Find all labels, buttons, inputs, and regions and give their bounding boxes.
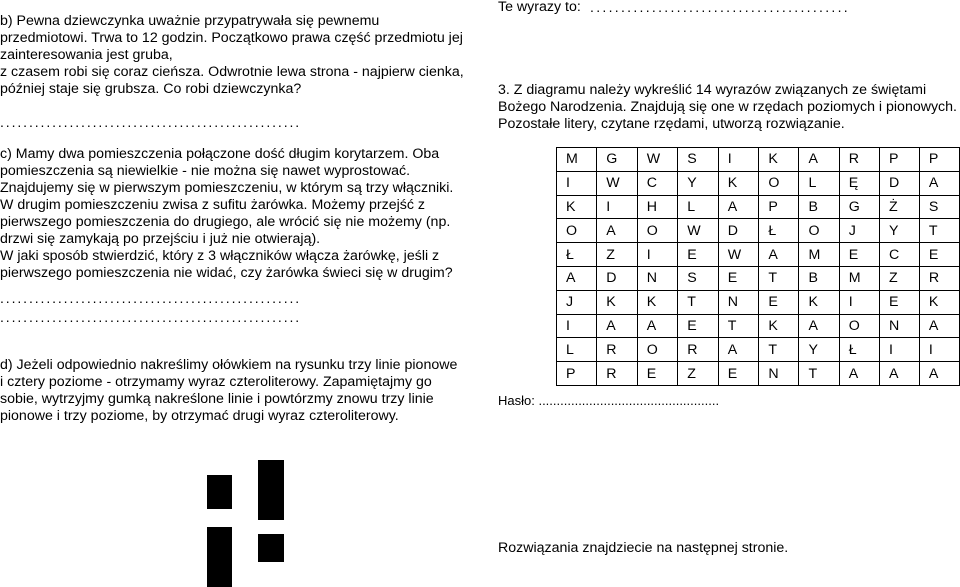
grid-cell: Y — [799, 338, 839, 362]
grid-cell: T — [759, 338, 799, 362]
grid-cell: A — [597, 219, 638, 243]
grid-row — [557, 219, 960, 243]
grid-cell: I — [637, 243, 678, 267]
task-c-line-1: c) Mamy dwa pomieszczenia połączone dość długim korytarzem. Oba — [0, 146, 440, 162]
task-b-line-1: b) Pewna dziewczynka uważnie przypatrywała się pewnemu — [0, 13, 380, 29]
grid-cell: I — [879, 338, 919, 362]
grid-cell: K — [637, 290, 678, 314]
task-c-line-7: W jaki sposób stwierdzić, który z 3 włączników włącza żarówkę, jeśli z — [0, 248, 440, 264]
grid-cell: B — [799, 266, 839, 290]
grid-cell: Z — [597, 243, 638, 267]
grid-cell: I — [718, 148, 759, 172]
task-d-line-1: d) Jeżeli odpowiednio nakreślimy ołówkiem na rysunku trzy linie pionowe — [0, 357, 458, 373]
grid-cell: K — [718, 171, 759, 195]
grid-cell: Ł — [557, 243, 597, 267]
te-wyrazy-answer-line: .......................................... — [590, 0, 850, 15]
grid-cell: Y — [879, 219, 919, 243]
grid-cell: A — [799, 314, 839, 338]
grid-cell: A — [637, 314, 678, 338]
task-c-answer-line-1: .................................................... — [0, 290, 302, 306]
grid-cell: R — [839, 148, 879, 172]
task-c-line-5: pierwszego pomieszczenia do drugiego, ale wrócić się nie możemy (np. — [0, 214, 451, 230]
footer-note: Rozwiązania znajdziecie na następnej stronie. — [498, 540, 789, 556]
grid-cell: I — [557, 171, 597, 195]
grid-cell: N — [637, 266, 678, 290]
task-b-line-2: przedmiotowi. Trwa to 12 godzin. Początkowo prawa część przedmiotu jej — [0, 30, 463, 46]
grid-cell: R — [678, 338, 719, 362]
grid-cell: P — [557, 362, 597, 386]
puzzle-block-top-right — [258, 460, 284, 520]
grid-cell: N — [879, 314, 919, 338]
grid-cell: T — [678, 290, 719, 314]
task-d-line-4: pionowe i trzy poziome, by otrzymać drugi wyraz czteroliterowy. — [0, 408, 399, 424]
grid-row — [557, 314, 960, 338]
grid-cell: T — [919, 219, 959, 243]
grid-cell: O — [759, 171, 799, 195]
grid-cell: W — [678, 219, 719, 243]
grid-cell: Ł — [839, 338, 879, 362]
grid-cell: L — [557, 338, 597, 362]
grid-cell: G — [839, 195, 879, 219]
grid-cell: N — [718, 290, 759, 314]
grid-cell: S — [919, 195, 959, 219]
grid-cell: E — [919, 243, 959, 267]
grid-cell: N — [759, 362, 799, 386]
grid-cell: H — [637, 195, 678, 219]
grid-cell: Ę — [839, 171, 879, 195]
task-c-answer-line-2: .................................................... — [0, 309, 302, 325]
grid-cell: M — [799, 243, 839, 267]
te-wyrazy-label: Te wyrazy to: — [498, 0, 581, 15]
grid-cell: E — [879, 290, 919, 314]
grid-cell: C — [637, 171, 678, 195]
grid-cell: Ł — [759, 219, 799, 243]
grid-cell: E — [839, 243, 879, 267]
task-b-answer-line: .................................................... — [0, 114, 302, 130]
grid-cell: O — [799, 219, 839, 243]
grid-row — [557, 243, 960, 267]
grid-cell: Z — [678, 362, 719, 386]
puzzle-block-top-left — [207, 475, 232, 509]
grid-cell: Ż — [879, 195, 919, 219]
grid-cell: Y — [678, 171, 719, 195]
puzzle-block-right-small — [258, 534, 284, 562]
task-c-line-4: W drugim pomieszczeniu zwisa z sufitu żarówka. Możemy przejść z — [0, 197, 425, 213]
grid-cell: I — [557, 314, 597, 338]
task-c-line-8: pierwszego pomieszczenia nie widać, czy żarówka świeci się w drugim? — [0, 265, 453, 281]
word-search-grid — [556, 147, 960, 386]
task-c-line-6: drzwi się zamykają po przejściu i już nie otwierają). — [0, 231, 321, 247]
grid-cell: K — [557, 195, 597, 219]
grid-row — [557, 148, 960, 172]
grid-cell: K — [759, 148, 799, 172]
grid-cell: S — [678, 148, 719, 172]
grid-cell: L — [799, 171, 839, 195]
grid-cell: P — [919, 148, 959, 172]
grid-cell: I — [597, 195, 638, 219]
grid-cell: L — [678, 195, 719, 219]
grid-cell: A — [557, 266, 597, 290]
grid-cell: Z — [879, 266, 919, 290]
grid-row — [557, 171, 960, 195]
grid-cell: T — [718, 314, 759, 338]
grid-cell: D — [879, 171, 919, 195]
grid-cell: M — [557, 148, 597, 172]
grid-cell: T — [799, 362, 839, 386]
grid-cell: E — [678, 243, 719, 267]
grid-cell: E — [718, 362, 759, 386]
task-b-line-3: zainteresowania jest gruba, — [0, 47, 173, 63]
grid-cell: R — [597, 362, 638, 386]
task-c-line-2: pomieszczenia są niewielkie - nie można się nawet wyprostować. — [0, 163, 411, 179]
grid-cell: A — [919, 171, 959, 195]
grid-row — [557, 195, 960, 219]
grid-cell: W — [637, 148, 678, 172]
grid-cell: I — [839, 290, 879, 314]
task-d-line-3: sobie, wytrzyjmy gumką nakreślone linie i powtórzmy znowu trzy linie — [0, 391, 434, 407]
grid-cell: A — [718, 195, 759, 219]
grid-cell: A — [799, 148, 839, 172]
grid-cell: A — [919, 362, 959, 386]
grid-cell: O — [557, 219, 597, 243]
grid-cell: S — [678, 266, 719, 290]
grid-cell: A — [718, 338, 759, 362]
grid-cell: A — [839, 362, 879, 386]
grid-cell: K — [919, 290, 959, 314]
grid-cell: E — [678, 314, 719, 338]
grid-row — [557, 362, 960, 386]
grid-cell: K — [759, 314, 799, 338]
grid-cell: D — [718, 219, 759, 243]
grid-cell: A — [879, 362, 919, 386]
grid-cell: E — [718, 266, 759, 290]
grid-row — [557, 266, 960, 290]
grid-cell: I — [919, 338, 959, 362]
haslo-line: Hasło: .................................................. — [498, 393, 720, 408]
grid-row — [557, 338, 960, 362]
grid-cell: K — [799, 290, 839, 314]
grid-cell: J — [839, 219, 879, 243]
grid-cell: E — [637, 362, 678, 386]
grid-cell: M — [839, 266, 879, 290]
grid-cell: J — [557, 290, 597, 314]
task-3-line-3: Pozostałe litery, czytane rzędami, utworzą rozwiązanie. — [498, 116, 845, 132]
grid-cell: O — [839, 314, 879, 338]
task-d-line-2: i cztery poziome - otrzymamy wyraz czteroliterowy. Zapamiętajmy go — [0, 374, 432, 390]
grid-cell: W — [597, 171, 638, 195]
grid-cell: K — [597, 290, 638, 314]
puzzle-block-left-tall — [207, 527, 232, 587]
task-c-line-3: Znajdujemy się w pierwszym pomieszczeniu, w którym są trzy włączniki. — [0, 180, 454, 196]
grid-cell: A — [919, 314, 959, 338]
grid-cell: O — [637, 219, 678, 243]
grid-cell: E — [759, 290, 799, 314]
grid-cell: R — [597, 338, 638, 362]
grid-cell: D — [597, 266, 638, 290]
task-b-line-5: później staje się grubsza. Co robi dziewczynka? — [0, 81, 302, 97]
grid-cell: B — [799, 195, 839, 219]
grid-cell: R — [919, 266, 959, 290]
grid-cell: A — [597, 314, 638, 338]
grid-cell: P — [759, 195, 799, 219]
task-b-line-4: z czasem robi się coraz cieńsza. Odwrotnie lewa strona - najpierw cienka, — [0, 64, 464, 80]
grid-cell: O — [637, 338, 678, 362]
task-3-line-2: Bożego Narodzenia. Znajdują się one w rzędach poziomych i pionowych. — [498, 99, 957, 115]
grid-row — [557, 290, 960, 314]
grid-cell: P — [879, 148, 919, 172]
grid-cell: C — [879, 243, 919, 267]
grid-cell: W — [718, 243, 759, 267]
grid-cell: T — [759, 266, 799, 290]
grid-cell: A — [759, 243, 799, 267]
grid-cell: G — [597, 148, 638, 172]
task-3-line-1: 3. Z diagramu należy wykreślić 14 wyrazów związanych ze świętami — [498, 82, 927, 98]
